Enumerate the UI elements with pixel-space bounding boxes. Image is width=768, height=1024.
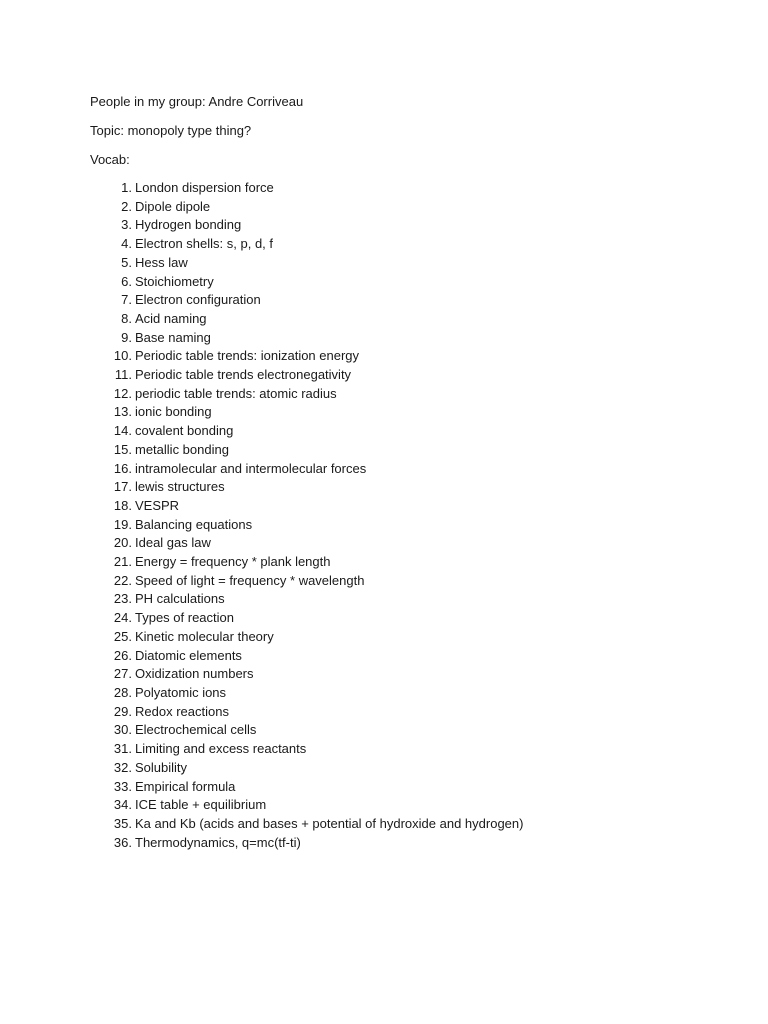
- list-item-number: 26.: [113, 647, 132, 663]
- list-item-text: covalent bonding: [135, 423, 234, 439]
- list-item-text: Electron shells: s, p, d, f: [135, 236, 274, 252]
- list-item-text: Redox reactions: [135, 703, 229, 719]
- group-members-line: People in my group: Andre Corriveau: [90, 94, 304, 109]
- list-item-text: London dispersion force: [135, 180, 274, 195]
- list-item-text: Stoichiometry: [135, 273, 214, 289]
- list-item-text: Diatomic elements: [135, 647, 242, 663]
- topic-line: Topic: monopoly type thing?: [90, 123, 252, 138]
- list-item-number: 23.: [113, 591, 132, 607]
- list-item-number: 2.: [121, 198, 132, 214]
- list-item-number: 8.: [121, 310, 132, 326]
- list-item-text: Polyatomic ions: [135, 684, 227, 700]
- list-item-number: 15.: [113, 441, 132, 457]
- list-item-text: Electrochemical cells: [135, 722, 257, 738]
- list-item-number: 18.: [113, 497, 132, 513]
- list-item-number: 5.: [121, 254, 132, 270]
- list-item-number: 12.: [113, 385, 132, 401]
- list-item-number: 9.: [121, 329, 132, 345]
- list-item-text: Hess law: [135, 254, 188, 270]
- list-item-number: 3.: [121, 217, 132, 233]
- list-item-number: 30.: [113, 722, 132, 738]
- list-item-number: 4.: [121, 236, 132, 252]
- list-item-text: Types of reaction: [135, 610, 234, 626]
- list-item-number: 32.: [113, 759, 132, 775]
- list-item-text: metallic bonding: [135, 441, 229, 457]
- list-item-number: 16.: [113, 460, 132, 476]
- list-item-text: Periodic table trends: ionization energy: [135, 348, 360, 364]
- list-item-text: Limiting and excess reactants: [135, 741, 307, 757]
- list-item-number: 31.: [113, 741, 132, 757]
- list-item-text: Ideal gas law: [135, 535, 211, 551]
- list-item-text: ionic bonding: [135, 404, 212, 420]
- list-item-number: 19.: [113, 516, 132, 532]
- list-item-text: Kinetic molecular theory: [135, 628, 274, 644]
- list-item-number: 11.: [114, 367, 132, 383]
- list-item-text: Acid naming: [135, 310, 207, 326]
- list-item-number: 17.: [113, 479, 132, 495]
- list-item-number: 7.: [121, 292, 132, 308]
- list-item-number: 29.: [113, 703, 132, 719]
- list-item-text: intramolecular and intermolecular forces: [135, 460, 367, 476]
- list-item-number: 14.: [113, 423, 132, 439]
- list-item-text: Solubility: [135, 759, 188, 775]
- list-item-number: 25.: [113, 628, 132, 644]
- list-item-number: 35.: [113, 815, 132, 831]
- list-item-text: Empirical formula: [135, 778, 236, 794]
- list-item-number: 33.: [113, 778, 132, 794]
- list-item-number: 22.: [113, 572, 132, 588]
- list-item-number: 34.: [113, 797, 132, 813]
- list-item-text: periodic table trends: atomic radius: [135, 385, 337, 401]
- list-item-text: PH calculations: [135, 591, 225, 607]
- list-item-text: VESPR: [135, 497, 180, 513]
- list-item-number: 1.: [121, 180, 132, 195]
- list-item-text: lewis structures: [135, 479, 225, 495]
- list-item-number: 10.: [113, 348, 132, 364]
- list-item-text: Hydrogen bonding: [135, 217, 242, 233]
- list-item-text: ICE table + equilibrium: [135, 797, 267, 813]
- list-item-number: 21.: [113, 554, 132, 570]
- list-item-number: 28.: [113, 684, 132, 700]
- list-item-text: Base naming: [135, 329, 211, 345]
- list-item-number: 13.: [113, 404, 132, 420]
- list-item-text: Speed of light = frequency * wavelength: [135, 572, 365, 588]
- list-item-number: 27.: [113, 666, 132, 682]
- list-item-text: Dipole dipole: [135, 198, 211, 214]
- list-item-text: Energy = frequency * plank length: [135, 554, 331, 570]
- list-item-number: 6.: [121, 273, 132, 289]
- list-item-number: 36.: [113, 834, 132, 850]
- list-item-text: Thermodynamics, q=mc(tf-ti): [135, 834, 301, 850]
- list-item-number: 24.: [113, 610, 132, 626]
- list-item-text: Periodic table trends electronegativity: [135, 367, 352, 383]
- vocab-heading: Vocab:: [90, 152, 130, 167]
- list-item-text: Electron configuration: [135, 292, 261, 308]
- list-item-text: Oxidization numbers: [135, 666, 254, 682]
- list-item-text: Ka and Kb (acids and bases + potential of hydroxide and hydrogen): [135, 815, 524, 831]
- list-item-text: Balancing equations: [135, 516, 253, 532]
- list-item-number: 20.: [113, 535, 132, 551]
